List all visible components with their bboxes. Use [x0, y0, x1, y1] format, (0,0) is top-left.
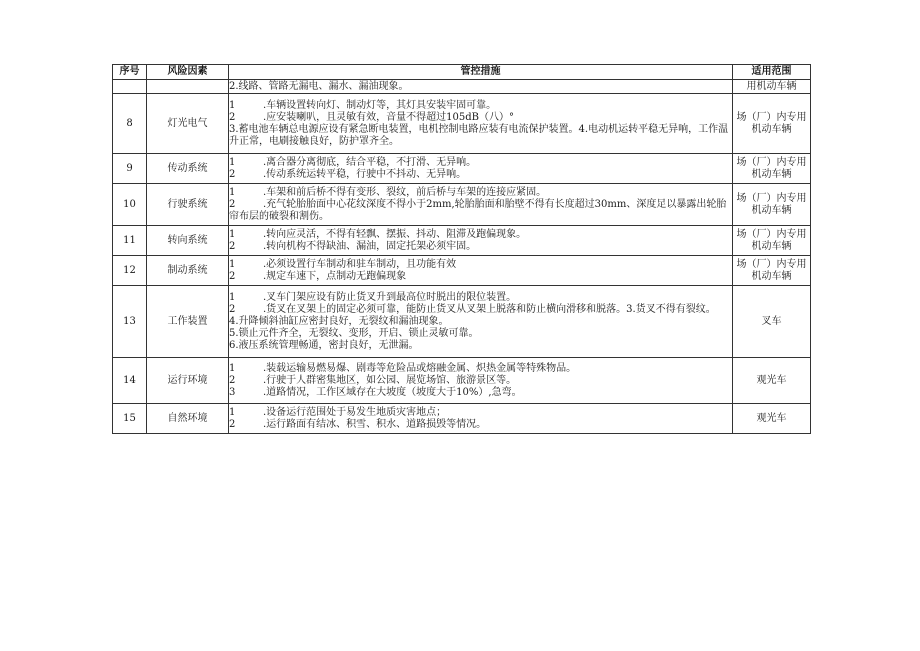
measure-line-number: 2: [229, 240, 236, 252]
cell-scope: 叉车: [733, 286, 811, 358]
cell-scope: 场（厂）内专用机动车辆: [733, 154, 811, 184]
cell-no: 8: [113, 94, 147, 154]
cell-risk-factor: 传动系统: [147, 154, 229, 184]
measure-line-number: 2: [229, 418, 236, 430]
measure-line: [229, 407, 732, 419]
measure-line-text: 5.锁止元件齐全，无裂纹、变形，开启、锁止灵敏可靠。: [229, 327, 479, 339]
measure-line-number: 1: [229, 99, 236, 111]
cell-control-measures: [229, 404, 733, 434]
cell-scope: 观光车: [733, 358, 811, 404]
table-row: [113, 94, 811, 154]
cell-no: 9: [113, 154, 147, 184]
measure-line-text: .离合器分离彻底，结合平稳，不打滑、无异响。: [263, 156, 477, 168]
measure-line: [229, 340, 732, 352]
cell-risk-factor: 运行环境: [147, 358, 229, 404]
table-row: [113, 358, 811, 404]
measure-line-text: .设备运行范围处于易发生地质灾害地点；: [263, 406, 447, 418]
measure-line: [229, 375, 732, 387]
measure-line-text: 2.线路、管路无漏电、漏水、漏油现象。: [229, 80, 409, 92]
cell-no: 12: [113, 256, 147, 286]
table-row: [113, 184, 811, 226]
cell-no: 14: [113, 358, 147, 404]
measure-line-number: 1: [229, 362, 236, 374]
measure-line-text: .车辆设置转向灯、制动灯等，其灯具安装牢固可靠。: [263, 99, 497, 111]
table-header-row: [113, 65, 811, 80]
cell-control-measures: [229, 358, 733, 404]
measure-line-text: .应安装喇叭，且灵敏有效，音量不得超过105dB（八）°: [263, 111, 515, 123]
cell-risk-factor: 工作装置: [147, 286, 229, 358]
cell-no: 10: [113, 184, 147, 226]
cell-scope: 场（厂）内专用机动车辆: [733, 226, 811, 256]
measure-line-text: .转向应灵活，不得有轻飘、摆振、抖动、阻滞及跑偏现象。: [263, 228, 527, 240]
measure-line-text: .运行路面有结冰、积雪、积水、道路损毁等情况。: [263, 418, 487, 430]
cell-risk-factor: 行驶系统: [147, 184, 229, 226]
cell-no: 13: [113, 286, 147, 358]
measure-line-text: .道路情况，工作区域存在大坡度（坡度大于10%）,急弯。: [263, 386, 522, 398]
measure-line-text: .充气轮胎胎面中心花纹深度不得小于2mm,轮胎胎面和胎壁不得有长度超过30mm、深度足以暴露出轮胎帘布层的破裂和割伤。: [229, 198, 727, 222]
measure-line: [229, 241, 732, 253]
cell-no: 11: [113, 226, 147, 256]
measure-line-text: .规定车速下，点制动无跑偏现象: [263, 270, 407, 282]
cell-risk-factor: 自然环境: [147, 404, 229, 434]
cell-scope: 场（厂）内专用机动车辆: [733, 94, 811, 154]
measure-line-number: 1: [229, 291, 236, 303]
measure-line-number: 1: [229, 228, 236, 240]
table-row: [113, 404, 811, 434]
cell-control-measures: [229, 80, 733, 94]
measure-line-text: .转向机构不得缺油、漏油，固定托架必须牢固。: [263, 240, 477, 252]
table-row: [113, 286, 811, 358]
measure-line: [229, 259, 732, 271]
measure-line-number: 2: [229, 270, 236, 282]
cell-control-measures: [229, 226, 733, 256]
cell-control-measures: [229, 286, 733, 358]
measure-line-text: .装载运输易燃易爆、剧毒等危险品或熔融金属、炽热金属等特殊物品。: [263, 362, 577, 374]
measure-line: [229, 187, 732, 199]
measure-line-text: 4.升降倾斜油缸应密封良好，无裂纹和漏油现象。: [229, 315, 449, 327]
measure-line-number: 2: [229, 168, 236, 180]
measure-line: [229, 292, 732, 304]
measure-line-number: 1: [229, 258, 236, 270]
measure-line-number: 3: [229, 386, 236, 398]
measure-line: [229, 169, 732, 181]
measure-line-text: .传动系统运转平稳，行驶中不抖动、无异响。: [263, 168, 467, 180]
cell-no: [113, 80, 147, 94]
measure-line-text: .必须设置行车制动和驻车制动，且功能有效: [263, 258, 457, 270]
measure-line: [229, 199, 732, 223]
cell-scope: 观光车: [733, 404, 811, 434]
measure-line: [229, 157, 732, 169]
cell-control-measures: [229, 94, 733, 154]
measure-line-number: 2: [229, 111, 236, 123]
measure-line-number: 2: [229, 198, 236, 210]
measure-line: [229, 112, 732, 124]
measure-line-text: 3.蓄电池车辆总电源应设有紧急断电装置，电机控制电路应装有电流保护装置。4.电动机运转平稳无异响，工作温升正常，电刷接触良好，防护罩齐全。: [229, 123, 729, 147]
cell-control-measures: [229, 154, 733, 184]
measure-line: [229, 124, 732, 148]
measure-line-text: .行驶于人群密集地区，如公园、展览场馆、旅游景区等。: [263, 374, 517, 386]
measure-line-text: .车架和前后桥不得有变形、裂纹，前后桥与车架的连接应紧固。: [263, 186, 547, 198]
measure-line-number: 1: [229, 186, 236, 198]
cell-scope: 场（厂）内专用机动车辆: [733, 256, 811, 286]
measure-line-text: .叉车门架应设有防止货叉升到最高位时脱出的限位装置。: [263, 291, 517, 303]
header-measure: 管控措施: [229, 65, 733, 80]
table-row: [113, 226, 811, 256]
cell-risk-factor: 制动系统: [147, 256, 229, 286]
cell-scope: 用机动车辆: [733, 80, 811, 94]
table-row: [113, 154, 811, 184]
cell-scope: 场（厂）内专用机动车辆: [733, 184, 811, 226]
measure-line-number: 1: [229, 406, 236, 418]
measure-line-number: 2: [229, 303, 236, 315]
header-no: 序号: [113, 65, 147, 80]
header-scope: 适用范围: [733, 65, 811, 80]
measure-line-number: 1: [229, 156, 236, 168]
measure-line: [229, 304, 732, 316]
measure-line: [229, 100, 732, 112]
cell-risk-factor: 转向系统: [147, 226, 229, 256]
table-row: [113, 80, 811, 94]
measure-line: [229, 363, 732, 375]
measure-line-text: .货叉在叉架上的固定必须可靠，能防止货叉从叉架上脱落和防止横向滑移和脱落。3.货叉不得有裂纹。: [263, 303, 716, 315]
measure-line-text: 6.液压系统管理畅通，密封良好，无泄漏。: [229, 339, 419, 351]
measure-line: [229, 81, 732, 93]
cell-control-measures: [229, 256, 733, 286]
cell-control-measures: [229, 184, 733, 226]
header-factor: 风险因素: [147, 65, 229, 80]
cell-no: 15: [113, 404, 147, 434]
measure-line: [229, 387, 732, 399]
measure-line: [229, 328, 732, 340]
risk-control-table: [112, 64, 811, 434]
measure-line: [229, 419, 732, 431]
cell-risk-factor: 灯光电气: [147, 94, 229, 154]
measure-line: [229, 316, 732, 328]
measure-line: [229, 271, 732, 283]
cell-risk-factor: [147, 80, 229, 94]
measure-line: [229, 229, 732, 241]
measure-line-number: 2: [229, 374, 236, 386]
table-row: [113, 256, 811, 286]
